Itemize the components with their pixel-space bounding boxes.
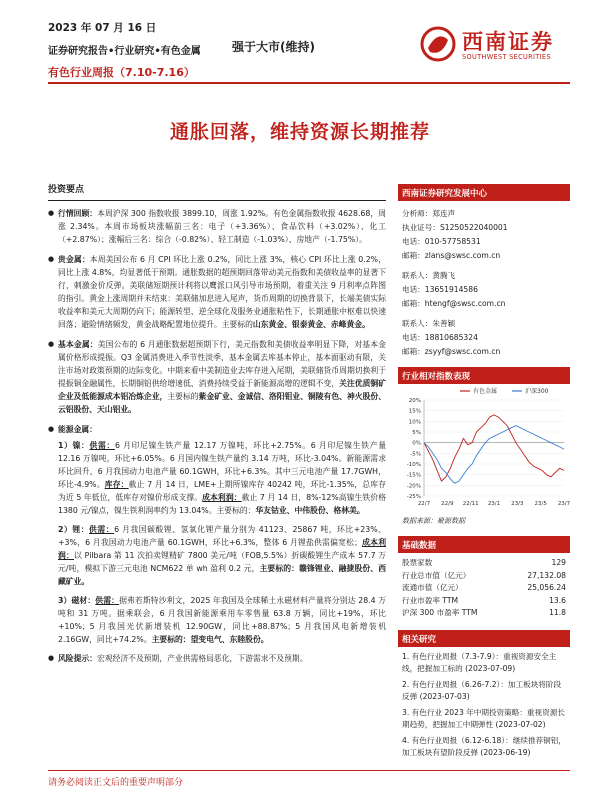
nickel-stock-text: 截止 7 月 14 日，LME+上期所镍库存 40242 吨，环比-1.35%，总库存为近 5 年低位，低库存对镍价形成支撑。: [58, 480, 387, 502]
chart-y-tick: -5%: [410, 451, 421, 458]
basic-data-table: [398, 557, 570, 620]
lithium-supply-label: 供需：: [89, 525, 115, 534]
magnet-picks: 望变电气、东睦股份。: [190, 635, 269, 644]
related-item[interactable]: 3. 有色行业 2023 年中期投资策略：重视资源长期趋势，把握加工中期弹性 (2023-07-02): [402, 707, 565, 729]
chart-source: 数据来源：聚源数据: [402, 517, 465, 525]
company-logo: [420, 22, 570, 66]
energy-magnet: [48, 594, 386, 646]
basic-data-key: 股票家数: [402, 558, 433, 567]
industry-rating: 强于大市(维持): [232, 40, 315, 54]
chart-x-tick: 23/5: [534, 501, 547, 507]
point-precious-picks: 山东黄金、银泰黄金、赤峰黄金。: [252, 320, 370, 329]
footer-disclaimer[interactable]: 请务必阅读正文后的重要声明部分: [48, 778, 184, 788]
point-market-label: 行情回顾：: [58, 209, 98, 218]
report-weekly-title: 有色行业周报（7.10-7.16）: [48, 66, 195, 79]
magnet-supply-text: 据弗若斯特沙利文，2025 年我国及全球稀土永磁材料产量将分别达 28.4 万吨和 31 万吨。据乘联会，6 月我国新能源乘用车零售量 63.8 万辆，同比+19%，环比+10%；5 月我国光伏新增装机 12.90GW，同比+88.87%；5 月我国风电新增装机 2.16GW，同比+74.2%。: [58, 596, 386, 644]
point-precious: [48, 253, 386, 331]
related-heading: 相关研究: [398, 630, 570, 647]
analyst-license: 执业证号：S1250522040001: [402, 223, 508, 232]
basic-data-value: 25,056.24: [527, 583, 566, 592]
basic-data-row: [398, 595, 570, 608]
report-title: 通胀回落，维持资源长期推荐: [169, 121, 430, 143]
related-item[interactable]: 1. 有色行业周报（7.3-7.9）：重视资源安全主线，把握加工标的 (2023-07-09): [402, 651, 557, 673]
chart-y-tick: -10%: [406, 462, 421, 468]
point-base-text: 美国公布的 6 月通胀数据超预期下行，美元指数和美债收益率明显下降，对基本金属价格形成提振。Q3 金属消费进入季节性淡季，基本金属去库基本停止，基本面驱动有限，关注市场对政策预期的边际变化。中期来看中美制造业去库存进入尾期，美联储货币周期切换利于提振铜金融属性，长期铜铝供给增速低、消费持续受益于新能源高增的逻辑不变，: [58, 340, 387, 388]
header-divider: [48, 82, 570, 84]
sidebar: [398, 184, 570, 763]
analyst-email[interactable]: 邮箱：zlans@swsc.com.cn: [402, 251, 501, 260]
contact1-email[interactable]: 邮箱：htengf@swsc.com.cn: [402, 299, 506, 308]
energy-nickel: [48, 439, 386, 517]
chart-y-tick: -20%: [406, 483, 421, 490]
chart-heading: 行业相对指数表现: [398, 367, 570, 384]
basic-data-value: 27,132.08: [527, 570, 566, 580]
energy-lithium: [48, 523, 386, 588]
chart-y-tick: -15%: [406, 472, 421, 479]
contact2-email[interactable]: 邮箱：zsyyf@swsc.com.cn: [402, 347, 501, 356]
point-energy-label: 能源金属：: [58, 425, 97, 434]
basic-data-key: 行业总市值（亿元）: [402, 570, 471, 580]
contact2-phone: 电话：18810685324: [402, 333, 478, 342]
chart-y-tick: 0%: [412, 440, 421, 447]
magnet-supply-label: 供需：: [95, 596, 120, 605]
point-base-label: 基本金属：: [58, 340, 98, 349]
point-base: [48, 338, 386, 416]
point-market-text: 本周沪深 300 指数收报 3899.10，周涨 1.92%。有色金属指数收报 4628.68，周涨 2.34%。本周市场板块涨幅前三名：电子（+3.36%）、食品饮料（+3.02%）、化工（+2.87%）；涨幅后三名：综合（-0.82%）、轻工制造（-1.03%）、房地产（-1.75%）。: [58, 209, 386, 244]
chart-x-tick: 22/11: [462, 501, 479, 507]
point-market: [48, 207, 386, 246]
report-series: 证券研究报告•行业研究•有色金属: [48, 46, 201, 57]
nickel-tail: 主要标的：: [216, 506, 256, 515]
chart-y-tick: 15%: [408, 408, 421, 415]
chart-svg: [398, 384, 570, 514]
chart-y-tick: 10%: [408, 419, 421, 426]
basic-data-value: 11.8: [549, 608, 566, 617]
point-precious-text: 本周美国公布 6 月 CPI 环比上涨 0.2%，同比上涨 3%，核心 CPI 环比上涨 0.2%，同比上涨 4.8%，均显著低于预期。通胀数据的超预期回落带动美元指数和美债收益率的显著下行，刺激金价反弹。美联储短期预计利将以鹰派口风引导市场预期，着重关注 9 月利率点阵图的指引。黄金上涨周期并未结束：美联储加息进入尾声，货币周期的切换背景下，长端美债实际收益率和美元大周期仍向下；能源转型、逆全球化及服务业通胀粘性下，长期通胀中枢难以快速回落；避险情绪频发，黄金战略配置地位提升。主要标的: [58, 255, 387, 329]
report-date: 2023 年 07 月 16 日: [48, 22, 157, 34]
chart-legend-label: 沪深300: [525, 388, 549, 395]
magnet-tail: 主要标的：: [151, 635, 191, 644]
point-base-bold: 关注优质铜矿企业及低能源成本铝冶炼企业，: [58, 379, 387, 401]
point-risk-text: 宏观经济不及预期，产业供需格局恶化，下游需求不及预期。: [96, 654, 308, 663]
contact1-name: 联系人：黄腾飞: [402, 271, 456, 280]
lithium-cost-text: 以 Pilbara 第 11 次拍卖锂精矿 7800 美元/吨（FOB,5.5%）折碳酸锂生产成本 57.7 万元/吨，模拟下游三元电池 NCM622 单 wh 盈利 0.2 元，: [58, 551, 386, 573]
nickel-stock-label: 库存：: [104, 480, 129, 489]
investment-points: [48, 184, 386, 672]
basic-data-key: 流通市值（亿元）: [402, 583, 463, 592]
basic-data-heading: 基础数据: [398, 536, 570, 553]
basic-data-row: [398, 582, 570, 595]
nickel-supply-label: 供需：: [89, 441, 115, 450]
lithium-supply-text: 6 月我国碳酸锂、氢氧化锂产量分别为 41123、25867 吨，环比+23%、+3%，6 月我国动力电池产量 60.1GWH，环比+6.3%，整体 6 月锂盐供需偏宽松；: [58, 525, 386, 547]
chart-x-tick: 23/3: [511, 501, 524, 507]
nickel-label: 1）镍：: [58, 441, 90, 450]
chart-y-tick: 5%: [412, 430, 421, 436]
basic-data-row: [398, 607, 570, 620]
logo-mark-icon: [420, 26, 456, 62]
nickel-picks: 华友钴业、中伟股份、格林美。: [255, 506, 365, 515]
contact1-phone: 电话：13651914586: [402, 285, 478, 294]
analyst-name: 分析师：郑连声: [402, 209, 456, 218]
chart-x-tick: 22/9: [441, 501, 454, 507]
basic-data-value: 13.6: [549, 595, 566, 605]
basic-data-row: [398, 557, 570, 570]
related-list: [398, 651, 570, 760]
basic-data-key: 沪深 300 市盈率 TTM: [402, 608, 478, 617]
chart-x-tick: 22/7: [417, 501, 431, 507]
point-precious-label: 贵金属：: [58, 255, 90, 264]
basic-data-row: [398, 570, 570, 583]
nickel-cost-text: 截止 7 月 14 日，8%-12%高镍生铁价格 1380 元/镍点，镍生铁利润率约为 13.04%。: [58, 493, 387, 515]
nickel-cost-label: 成本利润：: [202, 493, 242, 502]
logo-text-en: SOUTHWEST SECURITIES: [462, 53, 551, 61]
lithium-tail: 主要标的：: [259, 564, 300, 573]
chart-legend-label: 有色金属: [473, 388, 498, 395]
basic-data-key: 行业市盈率 TTM: [402, 595, 459, 605]
lithium-cost-label: 成本利润：: [58, 538, 387, 560]
basic-data-value: 129: [551, 558, 566, 567]
logo-text-cn: 西南证券: [462, 30, 554, 54]
lithium-label: 2）锂：: [58, 525, 90, 534]
magnet-label: 3）磁材：: [58, 596, 96, 605]
point-risk-label: 风险提示：: [58, 654, 97, 663]
point-risk: [48, 652, 386, 665]
point-base-picks: 紫金矿业、金诚信、洛阳钼业、铜陵有色、神火股份、云铝股份、天山铝业。: [58, 392, 387, 414]
chart-y-tick: 20%: [408, 398, 421, 404]
team-heading: 西南证券研究发展中心: [398, 184, 570, 201]
chart-x-tick: 23/7: [557, 501, 570, 507]
related-item[interactable]: 4. 有色行业周报（6.12-6.18）：继续推荐铜铝，加工板块有望阶段反弹 (2023-06-19): [402, 735, 566, 757]
related-item[interactable]: 2. 有色行业周报（6.26-7.2）：加工板块将阶段反弹 (2023-07-03): [402, 679, 562, 701]
points-heading: 投资要点: [48, 184, 386, 201]
contact2-name: 联系人：朱善颖: [402, 319, 456, 328]
chart-x-tick: 23/1: [487, 501, 501, 507]
point-energy: [48, 423, 386, 436]
point-base-tail: 主要标的: [167, 392, 199, 401]
lithium-picks: 赣锋锂业、融捷股份、西藏矿业。: [58, 564, 386, 586]
footer-divider: [48, 770, 570, 771]
nickel-supply-text: 6 月印尼镍生铁产量 12.17 万镍吨，环比+2.75%。6 月印尼镍生铁产量 12.16 万镍吨，环比+6.05%。6 月国内镍生铁产量约 3.14 万吨，环比-3.04%。新能源需求环比回升，6 月我国动力电池产量 60.1GWH，环比+6.3%。其中三元电池产量 17.7GWH，环比-4.9%。: [58, 441, 386, 489]
relative-index-chart: [398, 384, 570, 514]
chart-y-tick: -25%: [406, 494, 421, 500]
analyst-phone: 电话：010-57758531: [402, 237, 481, 246]
